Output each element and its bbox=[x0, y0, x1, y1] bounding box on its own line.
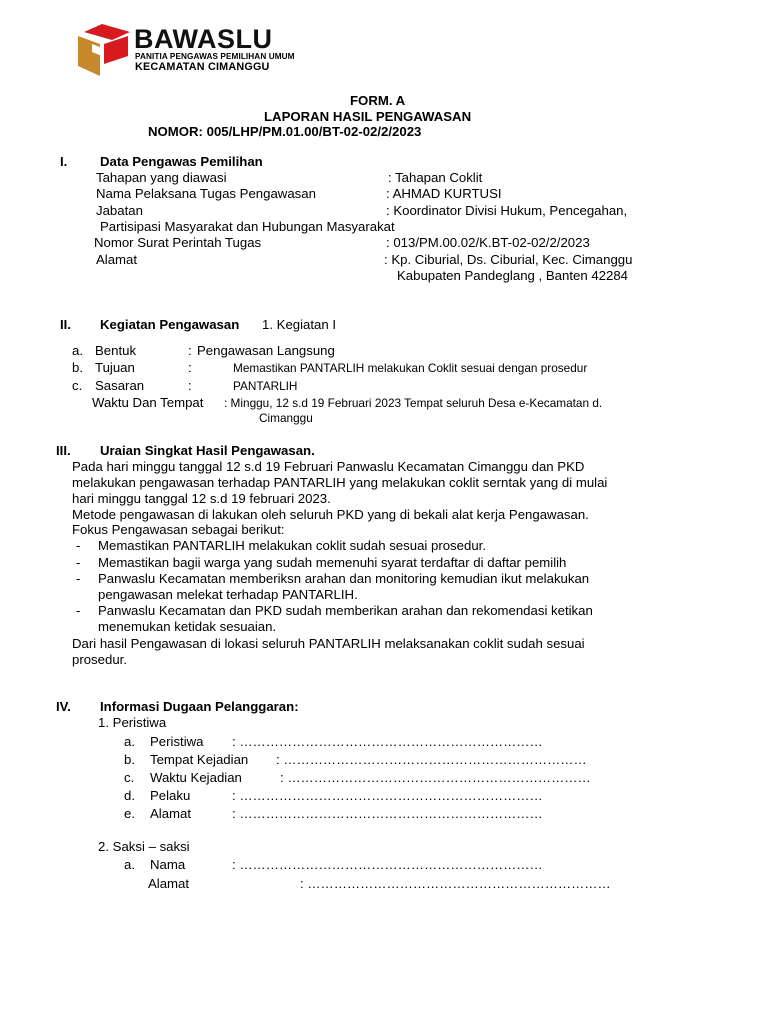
bullet-text: Panwaslu Kecamatan memberiksn arahan dan monitoring kemudian ikut melakukan bbox=[98, 571, 590, 586]
item-colon: : bbox=[188, 360, 192, 375]
item-label: Bentuk bbox=[95, 343, 137, 358]
logo-subtitle-district: KECAMATAN CIMANGGU bbox=[135, 61, 270, 73]
paragraph-line: Fokus Pengawasan sebagai berikut: bbox=[72, 522, 285, 537]
item-value: Memastikan PANTARLIH melakukan Coklit sesuai dengan prosedur bbox=[233, 361, 588, 375]
item-colon: : bbox=[188, 378, 192, 393]
field-value: : Tahapan Coklit bbox=[388, 170, 483, 185]
field-value: : 013/PM.00.02/K.BT-02-02/2/2023 bbox=[386, 235, 590, 250]
item-label: Sasaran bbox=[95, 378, 145, 393]
field-label: Alamat bbox=[96, 252, 138, 267]
item-letter: e. bbox=[124, 806, 135, 821]
bullet-dash: - bbox=[76, 571, 81, 586]
bullet-text-continued: menemukan ketidak sesuaian. bbox=[98, 619, 277, 634]
field-label: Tahapan yang diawasi bbox=[96, 170, 227, 185]
item-value-blank: : …………………………………………………………… bbox=[300, 876, 611, 891]
item-letter: d. bbox=[124, 788, 135, 803]
bullet-text: Panwaslu Kecamatan dan PKD sudah memberikan arahan dan rekomendasi ketikan bbox=[98, 603, 593, 618]
item-label: Pelaku bbox=[150, 788, 191, 803]
section-title: Uraian Singkat Hasil Pengawasan. bbox=[100, 443, 315, 458]
item-letter: b. bbox=[124, 752, 135, 767]
bullet-text-continued: pengawasan melekat terhadap PANTARLIH. bbox=[98, 587, 358, 602]
field-value: : Koordinator Divisi Hukum, Pencegahan, bbox=[386, 203, 628, 218]
item-value-blank: : …………………………………………………………… bbox=[232, 857, 543, 872]
item-value-blank: : …………………………………………………………… bbox=[276, 752, 587, 767]
document-title: LAPORAN HASIL PENGAWASAN bbox=[264, 109, 472, 124]
paragraph-line: Metode pengawasan di lakukan oleh seluruh PKD yang di bekali alat kerja Pengawasan. bbox=[72, 507, 589, 522]
item-letter: a. bbox=[124, 857, 135, 872]
subsection-title: 1. Peristiwa bbox=[98, 715, 167, 730]
section-number: II. bbox=[60, 317, 71, 332]
paragraph-line: Pada hari minggu tanggal 12 s.d 19 Februari Panwaslu Kecamatan Cimanggu dan PKD bbox=[72, 459, 585, 474]
field-value: : Kp. Ciburial, Ds. Ciburial, Kec. Cimanggu bbox=[384, 252, 633, 267]
waktu-label: Waktu Dan Tempat bbox=[92, 395, 204, 410]
section-subtitle: 1. Kegiatan I bbox=[262, 317, 337, 332]
item-label: Waktu Kejadian bbox=[150, 770, 242, 785]
bullet-dash: - bbox=[76, 555, 81, 570]
section-title: Data Pengawas Pemilihan bbox=[100, 154, 263, 169]
item-letter: c. bbox=[72, 378, 83, 393]
paragraph-line: Dari hasil Pengawasan di lokasi seluruh PANTARLIH melaksanakan coklit sudah sesuai bbox=[72, 636, 585, 651]
bullet-dash: - bbox=[76, 603, 81, 618]
item-letter: a. bbox=[124, 734, 135, 749]
item-value-blank: : …………………………………………………………… bbox=[232, 788, 543, 803]
item-value-blank: : …………………………………………………………… bbox=[232, 806, 543, 821]
subsection-title: 2. Saksi – saksi bbox=[98, 839, 190, 854]
section-number: I. bbox=[60, 154, 68, 169]
item-label: Peristiwa bbox=[150, 734, 204, 749]
item-value: Pengawasan Langsung bbox=[197, 343, 335, 358]
form-label: FORM. A bbox=[350, 93, 406, 108]
item-letter: c. bbox=[124, 770, 135, 785]
bullet-dash: - bbox=[76, 538, 81, 553]
logo-subtitle: PANITIA PENGAWAS PEMILIHAN UMUM bbox=[135, 52, 295, 61]
item-label: Tujuan bbox=[95, 360, 135, 375]
paragraph-line: prosedur. bbox=[72, 652, 127, 667]
item-value: PANTARLIH bbox=[233, 379, 298, 393]
item-label: Nama bbox=[150, 857, 186, 872]
logo-title: BAWASLU bbox=[134, 24, 273, 54]
document-number: NOMOR: 005/LHP/PM.01.00/BT-02-02/2/2023 bbox=[148, 124, 422, 139]
field-label: Nama Pelaksana Tugas Pengawasan bbox=[96, 186, 316, 201]
item-label: Alamat bbox=[148, 876, 190, 891]
bawaslu-emblem-icon bbox=[72, 20, 134, 78]
bullet-text: Memastikan bagii warga yang sudah memenuhi syarat terdaftar di daftar pemilih bbox=[98, 555, 567, 570]
waktu-value: : Minggu, 12 s.d 19 Februari 2023 Tempat seluruh Desa e-Kecamatan d. bbox=[224, 396, 603, 410]
item-label: Tempat Kejadian bbox=[150, 752, 249, 767]
field-label: Jabatan bbox=[96, 203, 143, 218]
section-number: IV. bbox=[56, 699, 71, 714]
section-title: Informasi Dugaan Pelanggaran: bbox=[100, 699, 299, 714]
field-value: : AHMAD KURTUSI bbox=[386, 186, 502, 201]
field-label-continued: Partisipasi Masyarakat dan Hubungan Masyarakat bbox=[100, 219, 395, 234]
section-number: III. bbox=[56, 443, 71, 458]
item-letter: b. bbox=[72, 360, 83, 375]
field-value-continued: Kabupaten Pandeglang , Banten 42284 bbox=[397, 268, 628, 283]
waktu-value-continued: Cimanggu bbox=[259, 411, 313, 425]
bullet-text: Memastikan PANTARLIH melakukan coklit sudah sesuai prosedur. bbox=[98, 538, 486, 553]
item-value-blank: : …………………………………………………………… bbox=[280, 770, 591, 785]
item-label: Alamat bbox=[150, 806, 192, 821]
item-letter: a. bbox=[72, 343, 83, 358]
paragraph-line: hari minggu tanggal 12 s.d 19 februari 2023. bbox=[72, 491, 331, 506]
item-value-blank: : …………………………………………………………… bbox=[232, 734, 543, 749]
paragraph-line: melakukan pengawasan terhadap PANTARLIH yang melakukan coklit serntak yang di mulai bbox=[72, 475, 608, 490]
field-label: Nomor Surat Perintah Tugas bbox=[94, 235, 262, 250]
item-colon: : bbox=[188, 343, 192, 358]
section-title: Kegiatan Pengawasan bbox=[100, 317, 240, 332]
